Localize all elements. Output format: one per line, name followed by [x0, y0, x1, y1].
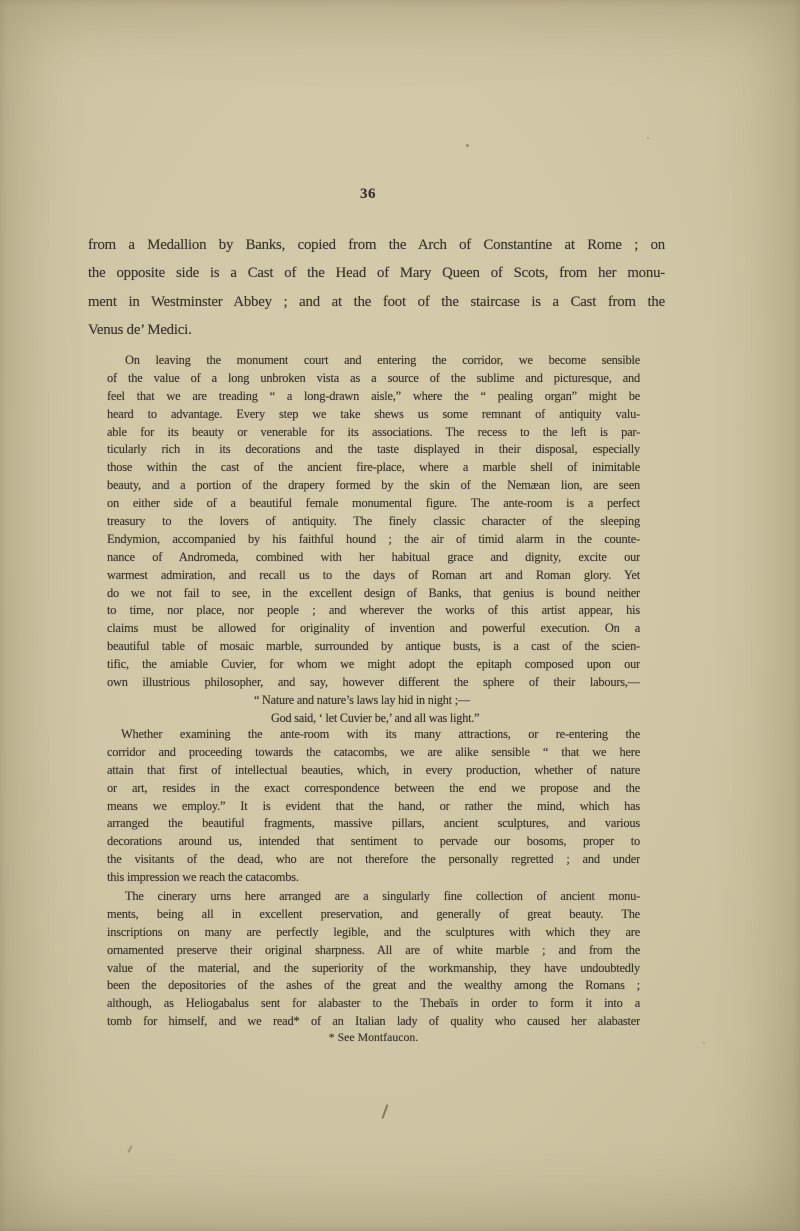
text-line: ments, being all in excellent preservation, and generally of great beauty. The	[107, 906, 640, 921]
text-line: inscriptions on many are perfectly legible, and the sculptures with which they are	[107, 924, 640, 939]
text-line: although, as Heliogabalus sent for alabaster to the Thebaïs in order to form it into a	[107, 996, 640, 1011]
text-line: to time, nor place, nor people ; and wherever the works of this artist appear, his	[107, 603, 640, 618]
text-line: those within the cast of the ancient fire-place, where a marble shell of inimitable	[107, 460, 640, 475]
text-line: nance of Andromeda, combined with her habitual grace and dignity, excite our	[107, 549, 640, 564]
text-line: warmest admiration, and recall us to the days of Roman art and Roman glory. Yet	[107, 567, 640, 582]
text-line: on either side of a beautiful female monumental figure. The ante-room is a perfect	[107, 496, 640, 511]
text-line: God said, ‘ let Cuvier be,’ and all was light.”	[271, 710, 480, 725]
text-line: the opposite side is a Cast of the Head of Mary Queen of Scots, from her monu-	[88, 265, 665, 282]
text-line: ornamented preserve their original sharpness. All are of white marble ; and from the	[107, 942, 640, 957]
text-line: decorations around us, intended that sentiment to pervade our bosoms, proper to	[107, 834, 640, 849]
text-line: ment in Westminster Abbey ; and at the foot of the staircase is a Cast from the	[88, 293, 665, 310]
text-line: the visitants of the dead, who are not therefore the personally regretted ; and under	[107, 852, 640, 867]
page-number: 36	[360, 186, 376, 202]
body-paragraph-3	[107, 888, 640, 1031]
text-line: of the value of a long unbroken vista as a source of the sublime and picturesque, and	[107, 370, 640, 385]
text-line: On leaving the monument court and entering the corridor, we become sensible	[125, 353, 640, 367]
verse-quote	[254, 692, 479, 727]
scratch-mark	[127, 1145, 132, 1153]
text-line: from a Medallion by Banks, copied from the Arch of Constantine at Rome ; on	[88, 237, 665, 253]
text-line: Whether examining the ante-room with its many attractions, or re-entering the	[121, 727, 640, 741]
dust-speck	[466, 144, 469, 147]
intro-paragraph	[88, 231, 665, 345]
text-line: attain that first of intellectual beauties, which, in every production, whether of nature	[107, 762, 640, 777]
body-paragraph-1	[107, 352, 640, 692]
scratch-mark	[381, 1104, 388, 1119]
text-line: beautiful table of mosaic marble, surrounded by antique busts, is a cast of the scien-	[107, 639, 640, 654]
text-line: Venus de’ Medici.	[88, 322, 192, 339]
text-line: feel that we are treading “ a long-drawn aisle,” where the “ pealing organ” might be	[107, 388, 640, 403]
text-line: do we not fail to see, in the excellent design of Banks, that genius is bound neither	[107, 585, 640, 600]
footnote: * See Montfaucon.	[328, 1030, 419, 1044]
text-line: Endymion, accompanied by his faithful hound ; the air of timid alarm in the counte-	[107, 531, 640, 546]
dust-speck	[703, 1042, 705, 1044]
text-line: or art, resides in the exact correspondence between the end we propose and the	[107, 780, 640, 795]
text-line: The cinerary urns here arranged are a singularly fine collection of ancient monu-	[125, 889, 640, 903]
text-line: own illustrious philosopher, and say, however different the sphere of their labours,—	[107, 675, 640, 690]
text-line: ticularly rich in its decorations and the taste displayed in their disposal, especially	[107, 442, 640, 457]
text-line: “ Nature and nature’s laws lay hid in night ;—	[254, 693, 470, 707]
text-line: corridor and proceeding towards the catacombs, we are alike sensible “ that we here	[107, 744, 640, 759]
text-line: value of the material, and the superiority of the workmanship, they have undoubtedly	[107, 960, 640, 975]
dust-speck	[647, 137, 649, 139]
text-line: means we employ.” It is evident that the hand, or rather the mind, which has	[107, 798, 640, 813]
text-line: this impression we reach the catacombs.	[107, 870, 299, 885]
text-line: able for its beauty or venerable for its associations. The recess to the left is par-	[107, 424, 640, 439]
text-line: been the depositories of the ashes of the great and the wealthy among the Romans ;	[107, 978, 640, 993]
text-line: beauty, and a portion of the drapery formed by the skin of the Nemæan lion, are seen	[107, 478, 640, 493]
body-paragraph-2	[107, 726, 640, 887]
text-line: arranged the beautiful fragments, massive pillars, ancient sculptures, and various	[107, 816, 640, 831]
text-line: tomb for himself, and we read* of an Italian lady of quality who caused her alabaster	[107, 1014, 640, 1029]
text-line: heard to advantage. Every step we take shews us some remnant of antiquity valu-	[107, 406, 640, 421]
text-line: treasury to the lovers of antiquity. The finely classic character of the sleeping	[107, 514, 640, 529]
text-line: tific, the amiable Cuvier, for whom we might adopt the epitaph composed upon our	[107, 657, 640, 672]
text-line: claims must be allowed for originality of invention and powerful execution. On a	[107, 621, 640, 636]
